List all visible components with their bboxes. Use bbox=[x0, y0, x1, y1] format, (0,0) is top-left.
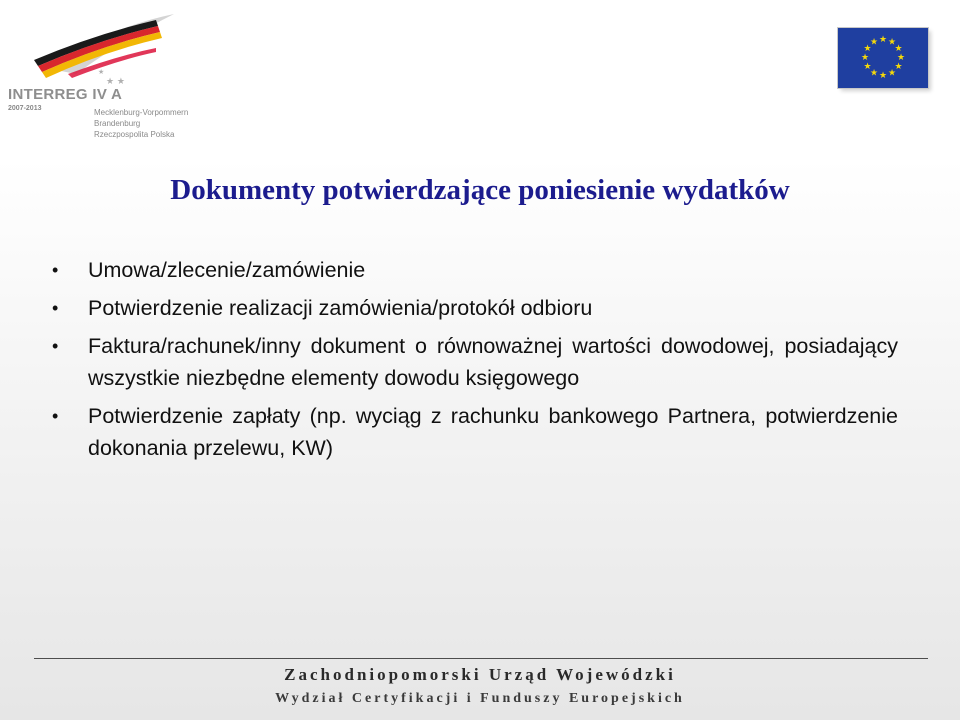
bullet-list bbox=[52, 254, 898, 466]
svg-text:★ ★: ★ ★ bbox=[106, 77, 125, 87]
bullet-icon: • bbox=[52, 260, 59, 280]
svg-text:★: ★ bbox=[896, 53, 906, 63]
footer-divider bbox=[34, 658, 928, 659]
bullet-icon: • bbox=[52, 336, 59, 356]
bullet-text: Potwierdzenie zapłaty (np. wyciąg z rachunku bankowego Partnera, potwierdzenie dokonania przelewu, KW) bbox=[88, 404, 898, 460]
svg-text:★: ★ bbox=[894, 44, 903, 54]
svg-text:★: ★ bbox=[860, 53, 870, 63]
logo-region: Mecklenburg-Vorpommern bbox=[94, 108, 189, 117]
svg-text:★: ★ bbox=[878, 35, 888, 45]
svg-text:★: ★ bbox=[869, 37, 879, 48]
interreg-logo bbox=[6, 8, 206, 138]
eu-flag-icon bbox=[838, 28, 928, 88]
logo-region: Brandenburg bbox=[94, 119, 141, 128]
svg-text:★: ★ bbox=[894, 62, 903, 72]
footer-office: Zachodniopomorski Urząd Wojewódzki bbox=[284, 665, 676, 684]
bullet-icon: • bbox=[52, 298, 59, 318]
bullet-text: Umowa/zlecenie/zamówienie bbox=[88, 258, 366, 282]
svg-text:★: ★ bbox=[887, 37, 897, 48]
list-item bbox=[52, 254, 898, 286]
svg-text:★: ★ bbox=[98, 68, 105, 76]
logo-region: Rzeczpospolita Polska bbox=[94, 130, 175, 139]
interreg-logo-icon bbox=[6, 8, 206, 88]
svg-text:★: ★ bbox=[869, 68, 879, 79]
slide-title: Dokumenty potwierdzające poniesienie wydatków bbox=[170, 174, 790, 206]
svg-text:★: ★ bbox=[863, 62, 872, 72]
list-item bbox=[52, 400, 898, 464]
bullet-text: Faktura/rachunek/inny dokument o równoważnej wartości dowodowej, posiadający wszystkie niezbędne elementy dowodu księgowego bbox=[88, 334, 898, 390]
logo-name: INTERREG IV A bbox=[8, 86, 123, 103]
svg-text:★: ★ bbox=[887, 68, 897, 79]
svg-text:★: ★ bbox=[878, 71, 888, 81]
svg-text:★: ★ bbox=[863, 44, 872, 54]
bullet-text: Potwierdzenie realizacji zamówienia/protokół odbioru bbox=[88, 296, 593, 320]
logo-years: 2007-2013 bbox=[8, 105, 42, 112]
list-item bbox=[52, 330, 898, 394]
bullet-icon: • bbox=[52, 406, 59, 426]
footer-department: Wydział Certyfikacji i Funduszy Europejskich bbox=[275, 691, 685, 706]
logo-regions bbox=[94, 107, 188, 140]
list-item bbox=[52, 292, 898, 324]
